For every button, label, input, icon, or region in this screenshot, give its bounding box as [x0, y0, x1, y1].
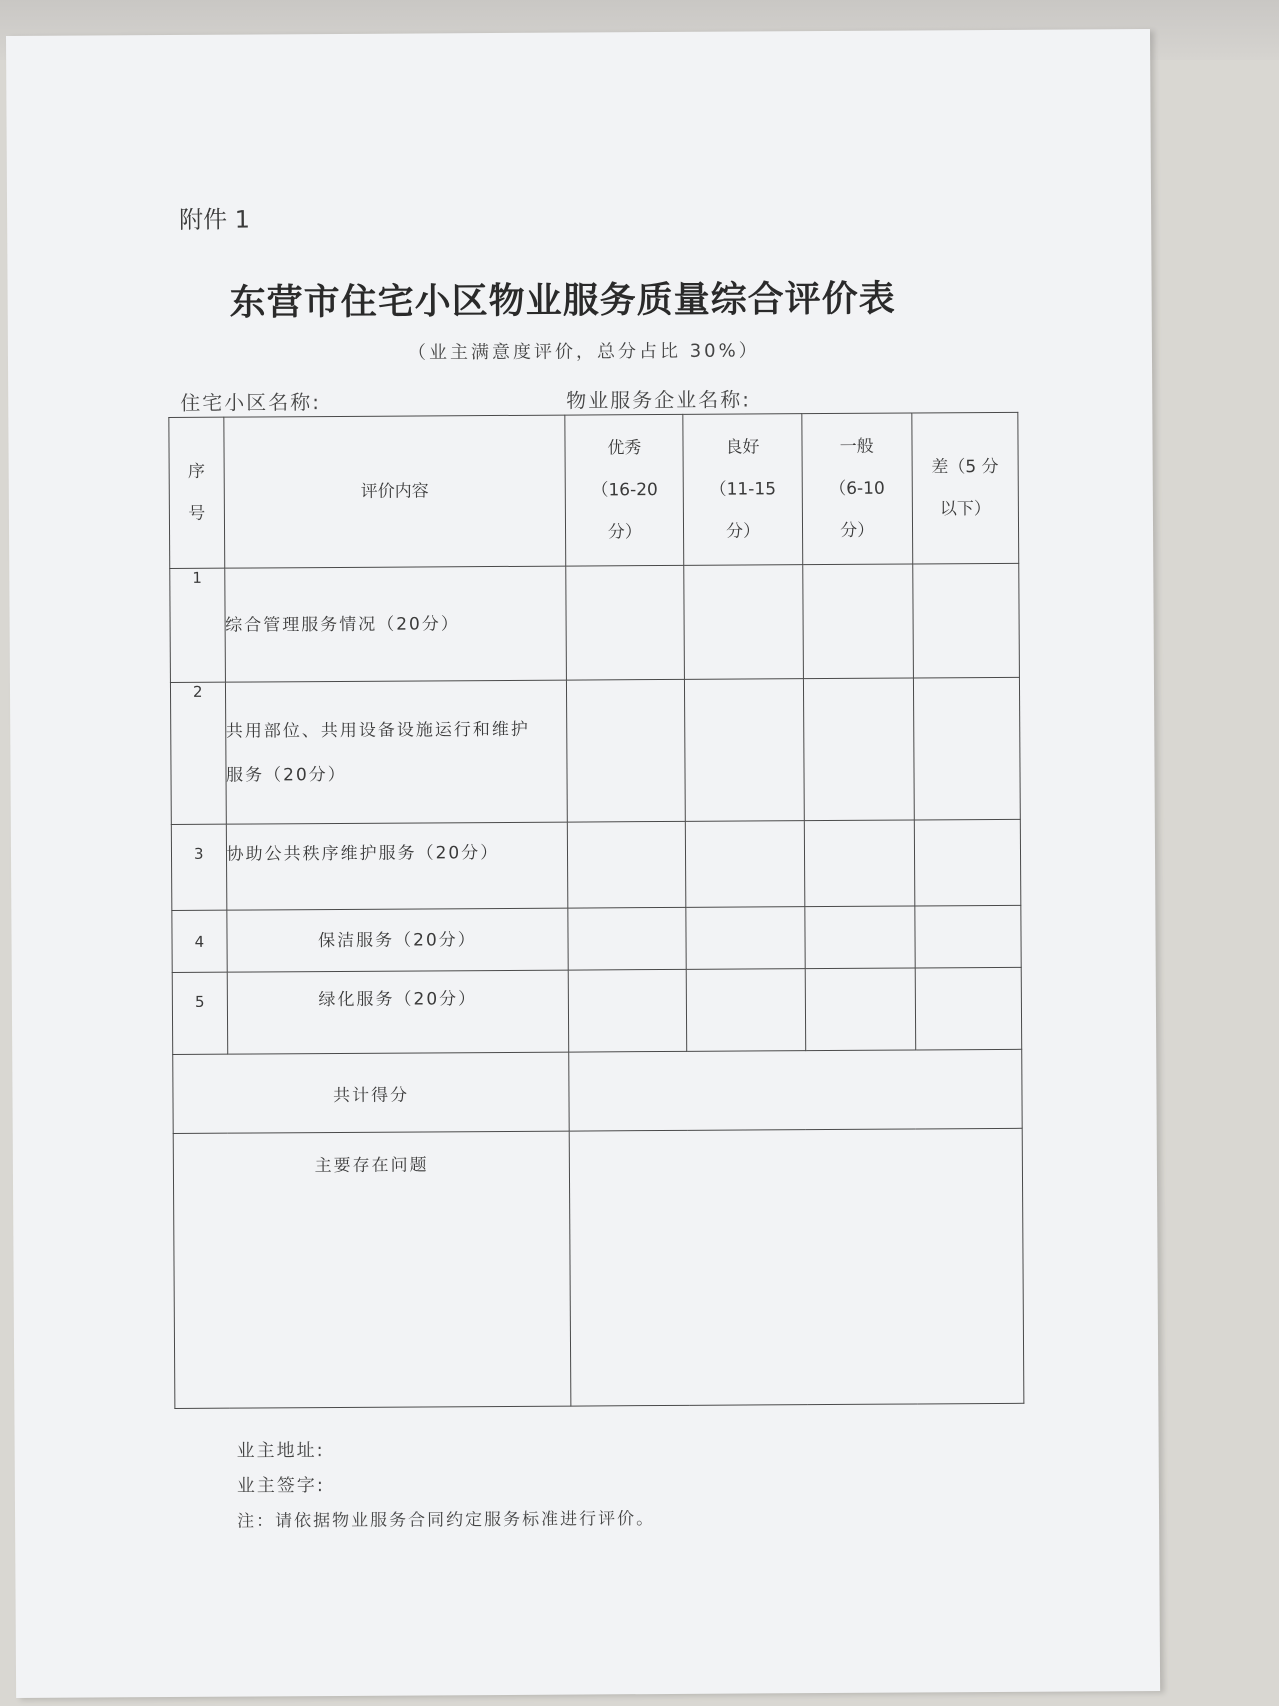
- row-number: 3: [171, 824, 226, 910]
- score-cell-average[interactable]: [804, 820, 915, 907]
- score-cell-poor[interactable]: [913, 677, 1020, 820]
- table-row: [171, 819, 1021, 910]
- header-excellent-line1: 优秀: [607, 438, 642, 459]
- total-score-label: 共计得分: [173, 1052, 570, 1133]
- total-row: [173, 1049, 1022, 1133]
- row-content: [225, 680, 568, 824]
- header-average: [801, 413, 912, 565]
- attachment-label: 附件 1: [179, 205, 251, 234]
- issues-row: [173, 1128, 1024, 1408]
- header-number: [169, 417, 224, 568]
- note-text: 注：请依据物业服务合同约定服务标准进行评价。: [237, 1509, 656, 1532]
- row-content-line1: 共用部位、共用设备设施运行和维护: [225, 719, 530, 742]
- row-content-line2: 服务（20分）: [226, 764, 347, 786]
- header-excellent-line3: 分）: [607, 522, 642, 543]
- score-cell-average[interactable]: [803, 678, 914, 821]
- row-number: 4: [172, 910, 227, 972]
- header-good: [683, 414, 802, 566]
- header-good-line2: （11-15: [709, 479, 777, 500]
- score-cell-average[interactable]: [805, 968, 916, 1051]
- score-cell-good[interactable]: [686, 821, 805, 908]
- header-average-line1: 一般: [839, 436, 874, 457]
- main-issues-label: 主要存在问题: [173, 1131, 571, 1408]
- header-excellent-line2: （16-20: [591, 480, 658, 501]
- document-title: 东营市住宅小区物业服务质量综合评价表: [229, 277, 896, 324]
- score-cell-poor[interactable]: [915, 905, 1022, 968]
- header-content: 评价内容: [223, 415, 566, 568]
- row-number: 2: [170, 682, 225, 824]
- score-cell-excellent[interactable]: [568, 969, 687, 1052]
- row-number: 1: [170, 568, 225, 682]
- owner-signature-label: 业主签字:: [236, 1475, 326, 1497]
- header-number-line1: 序: [187, 461, 206, 482]
- header-poor-line2: 以下）: [939, 498, 991, 520]
- score-cell-excellent[interactable]: [568, 907, 687, 970]
- score-cell-good[interactable]: [687, 969, 806, 1052]
- evaluation-table: [168, 412, 1024, 1409]
- header-poor: [912, 412, 1019, 564]
- score-cell-poor[interactable]: [914, 819, 1021, 906]
- score-cell-poor[interactable]: [912, 563, 1019, 678]
- main-issues-cell[interactable]: [569, 1128, 1023, 1406]
- score-cell-good[interactable]: [684, 565, 803, 680]
- header-excellent: [565, 414, 684, 566]
- header-good-line1: 良好: [725, 437, 760, 458]
- total-score-cell[interactable]: [569, 1049, 1022, 1131]
- score-cell-average[interactable]: [802, 564, 913, 679]
- score-cell-good[interactable]: [685, 679, 804, 822]
- row-content: 绿化服务（20分）: [227, 970, 569, 1054]
- table-row: [170, 677, 1020, 824]
- score-cell-poor[interactable]: [915, 967, 1022, 1050]
- row-number: 5: [172, 972, 227, 1054]
- header-good-line3: 分）: [725, 521, 761, 542]
- score-cell-good[interactable]: [686, 907, 805, 970]
- document-subtitle: （业主满意度评价，总分占比 30%）: [407, 340, 760, 364]
- table-row: [170, 563, 1020, 682]
- row-content: 综合管理服务情况（20分）: [224, 566, 566, 682]
- row-content: 保洁服务（20分）: [226, 908, 568, 972]
- header-average-line3: 分）: [840, 520, 875, 541]
- table-row: [172, 967, 1021, 1054]
- owner-address-label: 业主地址:: [236, 1440, 325, 1462]
- score-cell-excellent[interactable]: [566, 565, 685, 680]
- header-number-line2: 号: [188, 503, 206, 524]
- company-name-label: 物业服务企业名称:: [566, 387, 752, 413]
- header-average-line2: （6-10: [829, 478, 885, 499]
- score-cell-excellent[interactable]: [568, 821, 687, 908]
- document-page: [6, 29, 1160, 1698]
- score-cell-average[interactable]: [804, 906, 915, 969]
- table-row: [172, 905, 1021, 972]
- header-poor-line1: 差（5 分: [931, 456, 999, 478]
- row-content: 协助公共秩序维护服务（20分）: [226, 822, 568, 910]
- community-name-label: 住宅小区名称:: [180, 390, 322, 415]
- table-header-row: [169, 412, 1019, 568]
- score-cell-excellent[interactable]: [567, 679, 686, 822]
